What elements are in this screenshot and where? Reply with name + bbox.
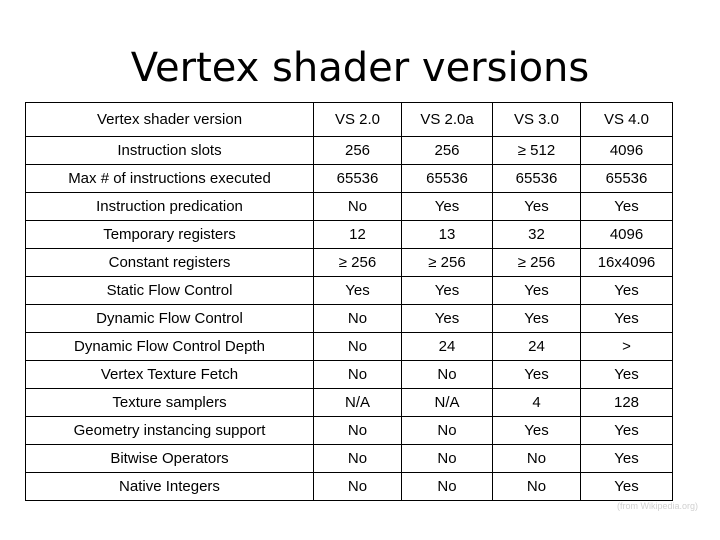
- vertex-shader-comparison-table: [25, 102, 673, 501]
- table-cell: No: [314, 361, 402, 389]
- table-cell: Yes: [402, 305, 493, 333]
- source-credit: (from Wikipedia.org): [616, 501, 698, 511]
- row-label-cell: Bitwise Operators: [26, 445, 314, 473]
- table-cell: No: [402, 445, 493, 473]
- table-cell: Yes: [581, 277, 673, 305]
- table-cell: No: [314, 445, 402, 473]
- table-cell: 65536: [581, 165, 673, 193]
- table-cell: 24: [402, 333, 493, 361]
- table-cell: Yes: [493, 361, 581, 389]
- table-cell: Yes: [493, 305, 581, 333]
- table-row: [26, 389, 673, 417]
- table-cell: ≥ 512: [493, 137, 581, 165]
- row-label-cell: Geometry instancing support: [26, 417, 314, 445]
- table-cell: Yes: [581, 193, 673, 221]
- column-header: VS 2.0: [314, 103, 402, 137]
- table-cell: 128: [581, 389, 673, 417]
- table-cell: ≥ 256: [402, 249, 493, 277]
- table-cell: ≥ 256: [314, 249, 402, 277]
- table-row: [26, 277, 673, 305]
- row-label-cell: Texture samplers: [26, 389, 314, 417]
- column-header: Vertex shader version: [26, 103, 314, 137]
- table-cell: No: [402, 361, 493, 389]
- table-cell: 65536: [493, 165, 581, 193]
- table-header-row: [26, 103, 673, 137]
- table-row: [26, 249, 673, 277]
- column-header: VS 2.0a: [402, 103, 493, 137]
- table-cell: No: [493, 445, 581, 473]
- table-cell: 256: [402, 137, 493, 165]
- table-cell: No: [314, 417, 402, 445]
- row-label-cell: Native Integers: [26, 473, 314, 501]
- table-cell: Yes: [493, 417, 581, 445]
- column-header: VS 4.0: [581, 103, 673, 137]
- table-cell: 32: [493, 221, 581, 249]
- table-cell: Yes: [493, 193, 581, 221]
- table-row: [26, 417, 673, 445]
- table-cell: 256: [314, 137, 402, 165]
- table-row: [26, 333, 673, 361]
- table-cell: No: [402, 417, 493, 445]
- comparison-table-container: [25, 102, 672, 501]
- table-cell: 16x4096: [581, 249, 673, 277]
- row-label-cell: Dynamic Flow Control Depth: [26, 333, 314, 361]
- table-cell: 4096: [581, 137, 673, 165]
- row-label-cell: Dynamic Flow Control: [26, 305, 314, 333]
- table-cell: No: [493, 473, 581, 501]
- table-row: [26, 305, 673, 333]
- row-label-cell: Vertex Texture Fetch: [26, 361, 314, 389]
- slide-title: Vertex shader versions: [130, 45, 590, 91]
- table-cell: 13: [402, 221, 493, 249]
- table-row: [26, 193, 673, 221]
- table-cell: 24: [493, 333, 581, 361]
- table-cell: Yes: [402, 193, 493, 221]
- table-cell: 65536: [402, 165, 493, 193]
- table-cell: Yes: [581, 417, 673, 445]
- row-label-cell: Max # of instructions executed: [26, 165, 314, 193]
- table-cell: No: [314, 333, 402, 361]
- table-row: [26, 137, 673, 165]
- table-cell: 12: [314, 221, 402, 249]
- table-row: [26, 445, 673, 473]
- table-cell: No: [402, 473, 493, 501]
- table-cell: Yes: [581, 473, 673, 501]
- row-label-cell: Instruction predication: [26, 193, 314, 221]
- table-row: [26, 221, 673, 249]
- table-cell: N/A: [402, 389, 493, 417]
- table-row: [26, 473, 673, 501]
- row-label-cell: Constant registers: [26, 249, 314, 277]
- table-cell: N/A: [314, 389, 402, 417]
- row-label-cell: Temporary registers: [26, 221, 314, 249]
- table-cell: Yes: [493, 277, 581, 305]
- table-cell: 65536: [314, 165, 402, 193]
- table-cell: 4096: [581, 221, 673, 249]
- table-cell: Yes: [581, 305, 673, 333]
- table-cell: ≥ 256: [493, 249, 581, 277]
- row-label-cell: Instruction slots: [26, 137, 314, 165]
- table-cell: No: [314, 473, 402, 501]
- table-cell: Yes: [581, 361, 673, 389]
- table-cell: No: [314, 305, 402, 333]
- table-row: [26, 361, 673, 389]
- table-cell: >: [581, 333, 673, 361]
- row-label-cell: Static Flow Control: [26, 277, 314, 305]
- table-cell: Yes: [314, 277, 402, 305]
- table-row: [26, 165, 673, 193]
- table-cell: 4: [493, 389, 581, 417]
- table-body: [26, 137, 673, 501]
- table-cell: Yes: [402, 277, 493, 305]
- table-cell: Yes: [581, 445, 673, 473]
- table-cell: No: [314, 193, 402, 221]
- column-header: VS 3.0: [493, 103, 581, 137]
